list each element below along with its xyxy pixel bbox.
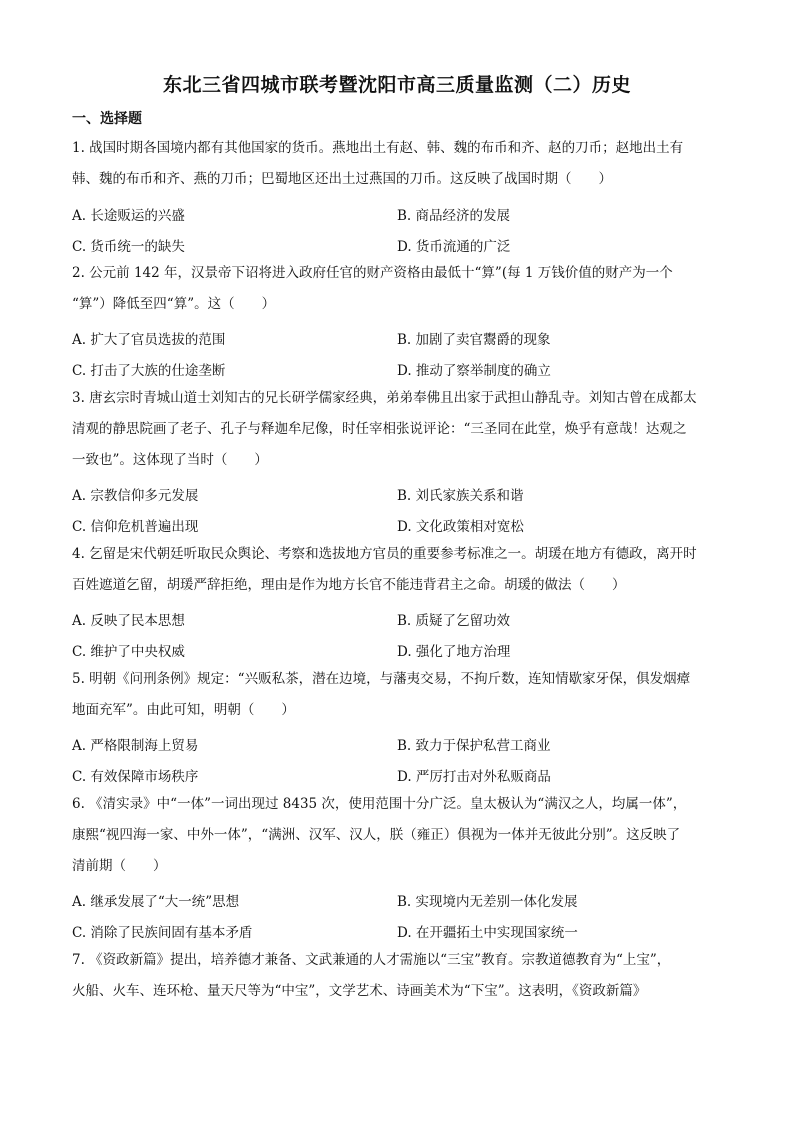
option-d: D. 推动了察举制度的确立 [397,363,551,379]
option-d: D. 货币流通的广泛 [397,239,511,255]
question-text-line: 清观的静思院画了老子、孔子与释迦牟尼像，时任宰相张说评论：“三圣同在此堂，焕乎有意哉！达观之 [72,421,687,437]
question-text-line: 韩、魏的布币和齐、燕的刀币；巴蜀地区还出土过燕国的刀币。这反映了战国时期（ ） [72,171,612,187]
question-3 [72,383,722,476]
question-text-line: 百姓遮道乞留，胡瑗严辞拒绝，理由是作为地方长官不能违背君主之命。胡瑗的做法（ ） [72,577,626,593]
question-5 [72,664,722,726]
question-4 [72,539,722,601]
option-a: A. 长途贩运的兴盛 [72,208,185,224]
option-b: B. 刘氏家族关系和谐 [397,488,524,504]
option-d: D. 文化政策相对宽松 [397,519,524,535]
option-c: C. 消除了民族间固有基本矛盾 [72,925,253,941]
page-title: 东北三省四城市联考暨沈阳市高三质量监测（二）历史 [162,74,631,96]
question-2 [72,258,722,320]
question-text-line: 5. 明朝《问刑条例》规定：“兴贩私茶，潜在边境，与藩夷交易，不拘斤数，连知情歇家牙保，俱发烟瘴 [72,671,691,687]
question-6 [72,789,722,882]
option-a: A. 继承发展了“大一统”思想 [72,894,240,910]
question-text-line: 火船、火车、连环枪、量天尺等为“中宝”，文学艺术、诗画美术为“下宝”。这表明，《资政新篇》 [72,983,647,999]
option-c: C. 打击了大族的仕途垄断 [72,363,226,379]
option-a: A. 严格限制海上贸易 [72,738,199,754]
question-text-line: 2. 公元前 142 年，汉景帝下诏将进入政府任官的财产资格由最低十“算”(每 1 万钱价值的财产为一个 [72,265,673,281]
question-text-line: 3. 唐玄宗时青城山道士刘知古的兄长研学儒家经典，弟弟奉佛且出家于武担山静乱寺。刘知古曾在成都太 [72,390,697,406]
question-text-line: 清前期（ ） [72,858,167,874]
question-text-line: 康熙“视四海一家、中外一体”，“满洲、汉军、汉人，朕（雍正）俱视为一体并无彼此分别”。这反映了 [72,827,681,843]
question-1 [72,133,722,195]
option-c: C. 维护了中央权威 [72,644,185,660]
question-text-line: 1. 战国时期各国境内都有其他国家的货币。燕地出土有赵、韩、魏的布币和齐、赵的刀币；赵地出土有 [72,140,684,156]
question-text-line: 地面充军”。由此可知，明朝（ ） [72,702,295,718]
option-c: C. 信仰危机普遍出现 [72,519,199,535]
option-c: C. 货币统一的缺失 [72,239,185,255]
question-7 [72,945,722,1007]
option-b: B. 实现境内无差别一体化发展 [397,894,578,910]
section-heading: 一、选择题 [72,111,142,127]
option-a: A. 宗教信仰多元发展 [72,488,199,504]
option-a: A. 反映了民本思想 [72,613,185,629]
question-text-line: 6. 《清实录》中“一体”一词出现过 8435 次，使用范围十分广泛。皇太极认为“满汉之人，均属一体”， [72,796,687,812]
option-a: A. 扩大了官员选拔的范围 [72,332,226,348]
option-b: B. 质疑了乞留功效 [397,613,511,629]
option-d: D. 严厉打击对外私贩商品 [397,769,551,785]
question-text-line: “算”）降低至四“算”。这（ ） [72,296,276,312]
question-text-line: 7. 《资政新篇》提出，培养德才兼备、文武兼通的人才需施以“三宝”教育。宗教道德教育为“上宝”， [72,952,671,968]
option-b: B. 致力于保护私营工商业 [397,738,551,754]
option-d: D. 在开疆拓土中实现国家统一 [397,925,578,941]
option-b: B. 加剧了卖官鬻爵的现象 [397,332,551,348]
option-b: B. 商品经济的发展 [397,208,511,224]
question-text-line: 4. 乞留是宋代朝廷听取民众舆论、考察和选拔地方官员的重要参考标准之一。胡瑗在地方有德政，离开时 [72,546,697,562]
question-text-line: 一致也”。这体现了当时（ ） [72,452,268,468]
option-d: D. 强化了地方治理 [397,644,511,660]
option-c: C. 有效保障市场秩序 [72,769,199,785]
